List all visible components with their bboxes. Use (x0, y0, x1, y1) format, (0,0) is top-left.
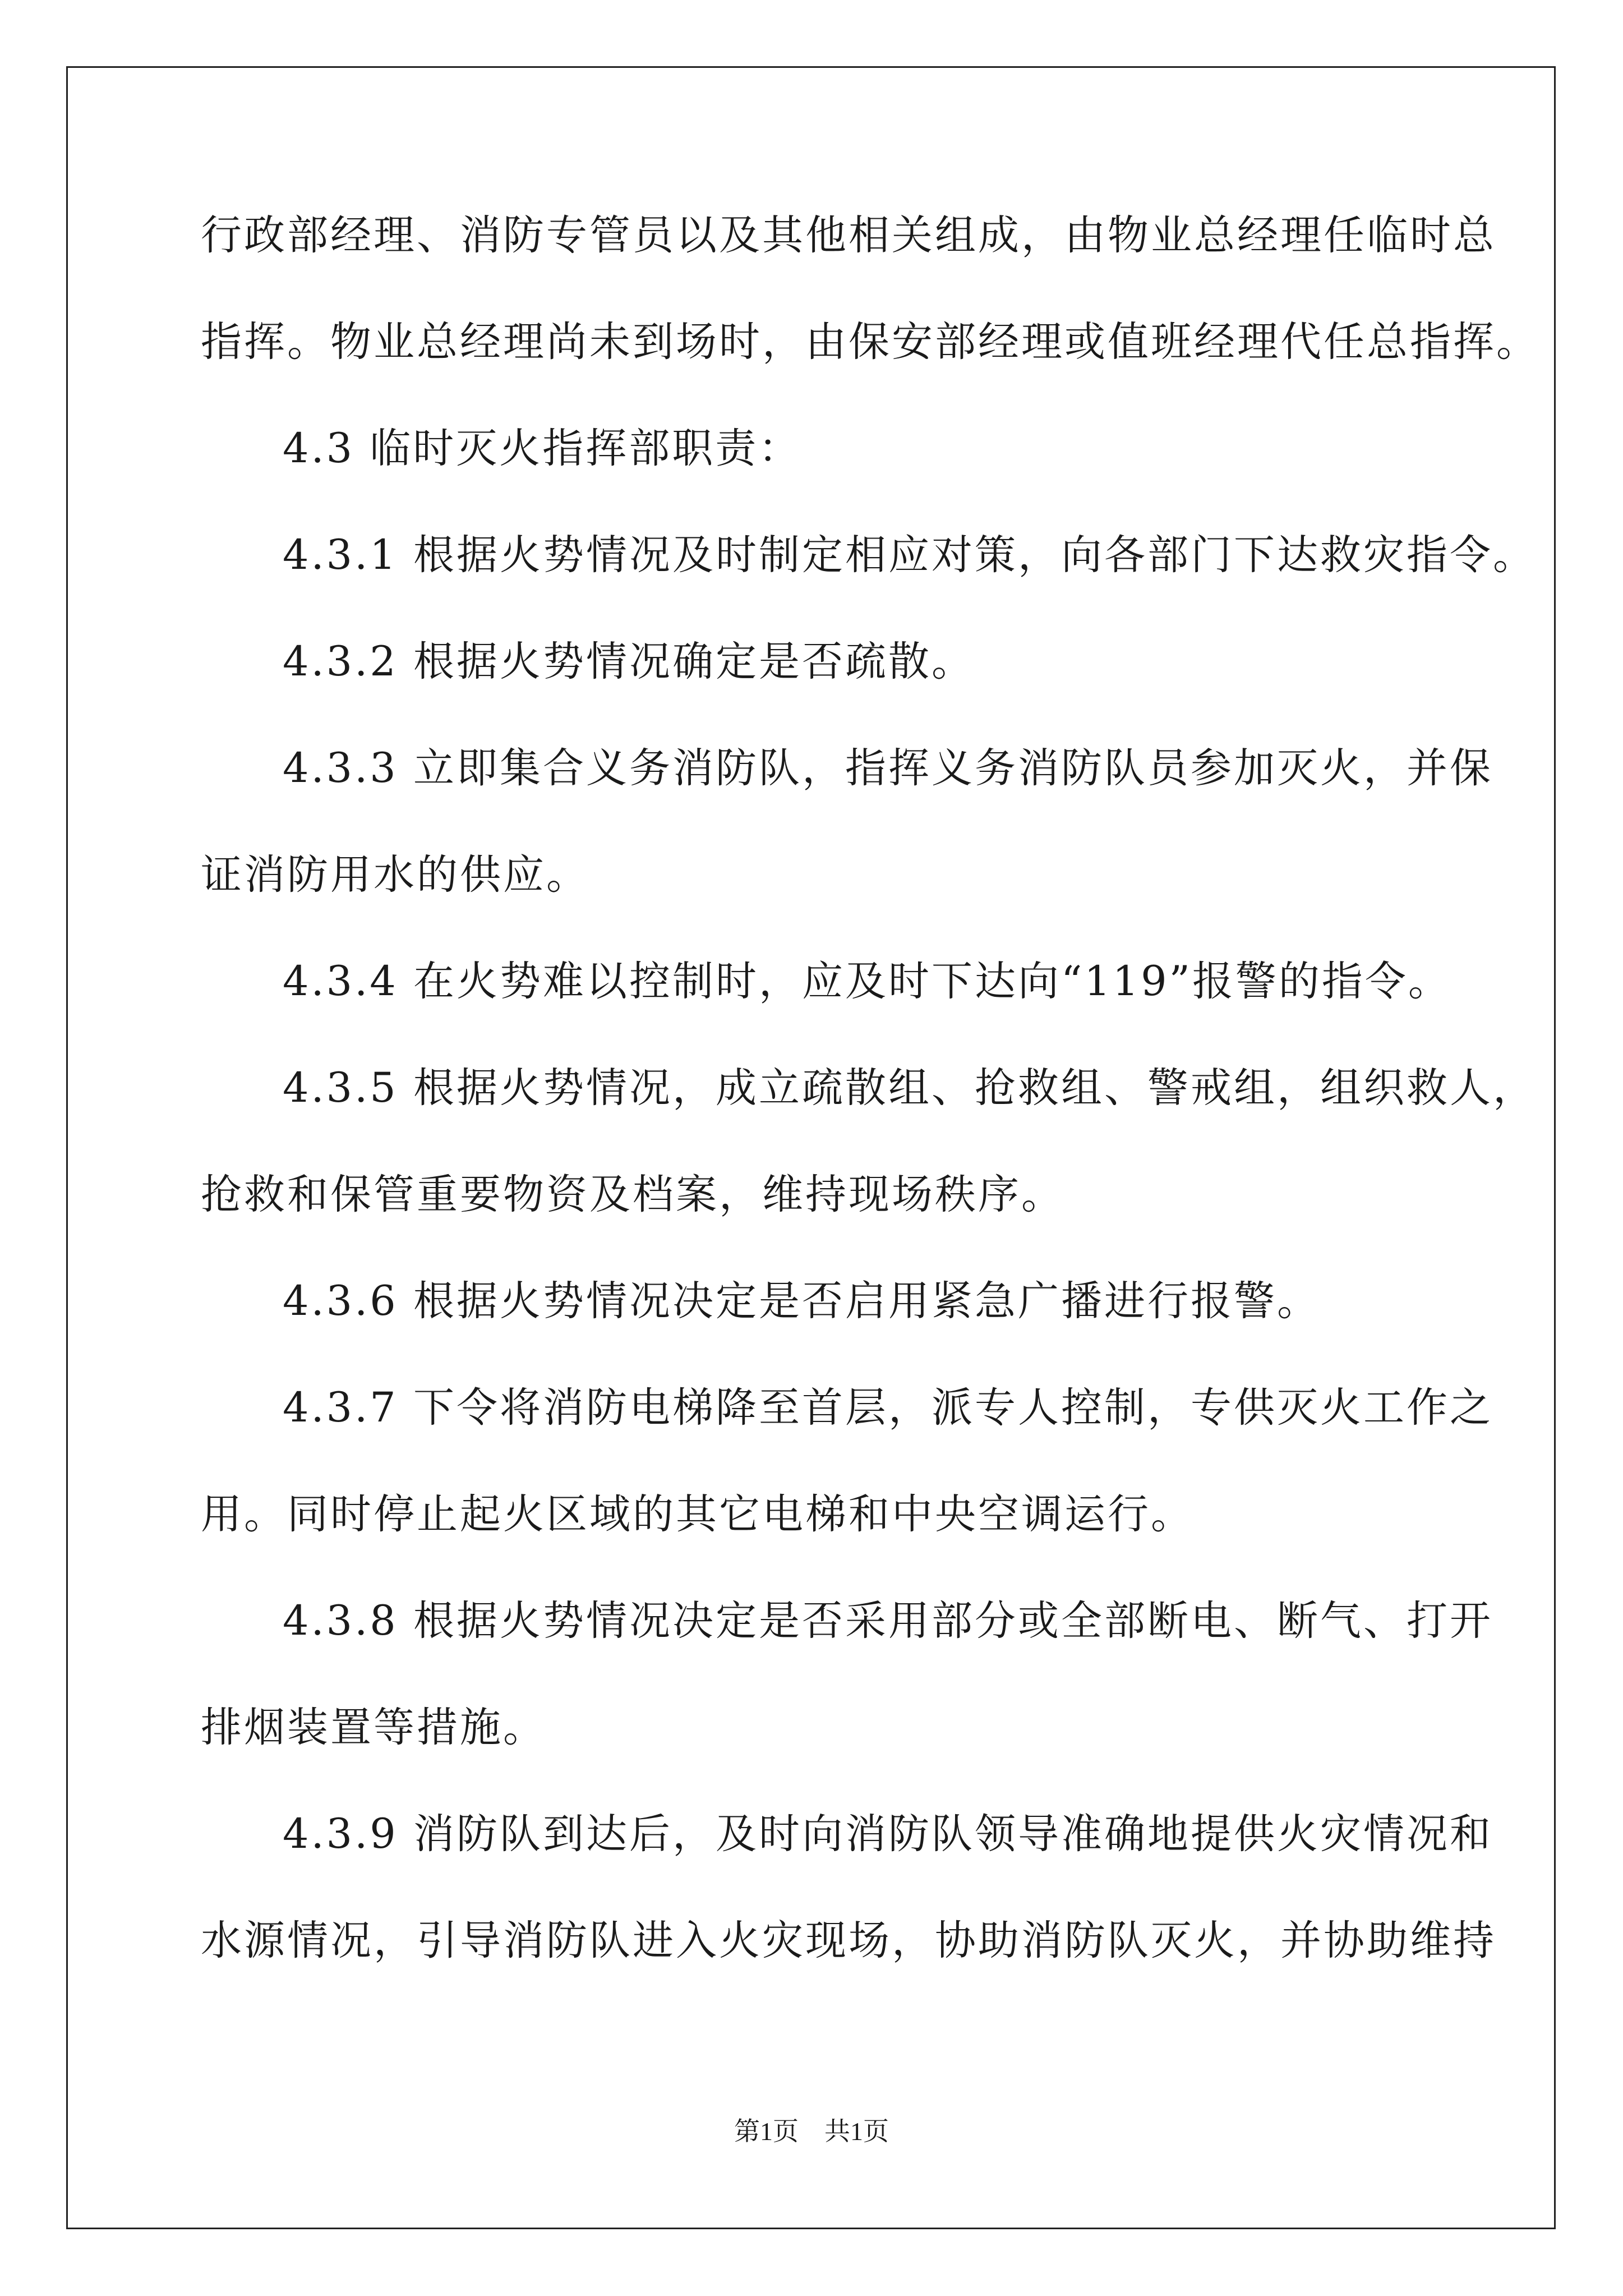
section-heading: 4.3 临时灭火指挥部职责： (283, 425, 802, 472)
text-line: 水源情况，引导消防队进入火灾现场，协助消防队灭火，并协助维持 (201, 1917, 1496, 1964)
clause-line: 4.3.3 立即集合义务消防队，指挥义务消防队员参加灭火，并保 (283, 744, 1493, 792)
clause-line: 4.3.8 根据火势情况决定是否采用部分或全部断电、断气、打开 (283, 1597, 1493, 1645)
text-line: 用。同时停止起火区域的其它电梯和中央空调运行。 (201, 1490, 1194, 1538)
clause-line: 4.3.1 根据火势情况及时制定相应对策，向各部门下达救灾指令。 (283, 531, 1536, 579)
text-line: 指挥。物业总经理尚未到场时，由保安部经理或值班经理代任总指挥。 (201, 318, 1539, 366)
text-line: 排烟装置等措施。 (201, 1704, 546, 1751)
clause-line: 4.3.6 根据火势情况决定是否启用紧急广播进行报警。 (283, 1277, 1320, 1325)
clause-line: 4.3.4 在火势难以控制时，应及时下达向“119”报警的指令。 (283, 958, 1451, 1005)
clause-line: 4.3.2 根据火势情况确定是否疏散。 (283, 638, 975, 685)
page-border (66, 66, 1556, 2229)
clause-line: 4.3.5 根据火势情况，成立疏散组、抢救组、警戒组，组织救人， (283, 1064, 1536, 1112)
page-footer: 第1页 共1页 (734, 2117, 889, 2146)
text-line: 证消防用水的供应。 (201, 851, 589, 899)
text-line: 行政部经理、消防专管员以及其他相关组成，由物业总经理任临时总 (201, 211, 1496, 259)
text-line: 抢救和保管重要物资及档案，维持现场秩序。 (201, 1171, 1064, 1218)
clause-line: 4.3.9 消防队到达后，及时向消防队领导准确地提供火灾情况和 (283, 1810, 1493, 1858)
clause-line: 4.3.7 下令将消防电梯降至首层，派专人控制，专供灭火工作之 (283, 1384, 1493, 1432)
